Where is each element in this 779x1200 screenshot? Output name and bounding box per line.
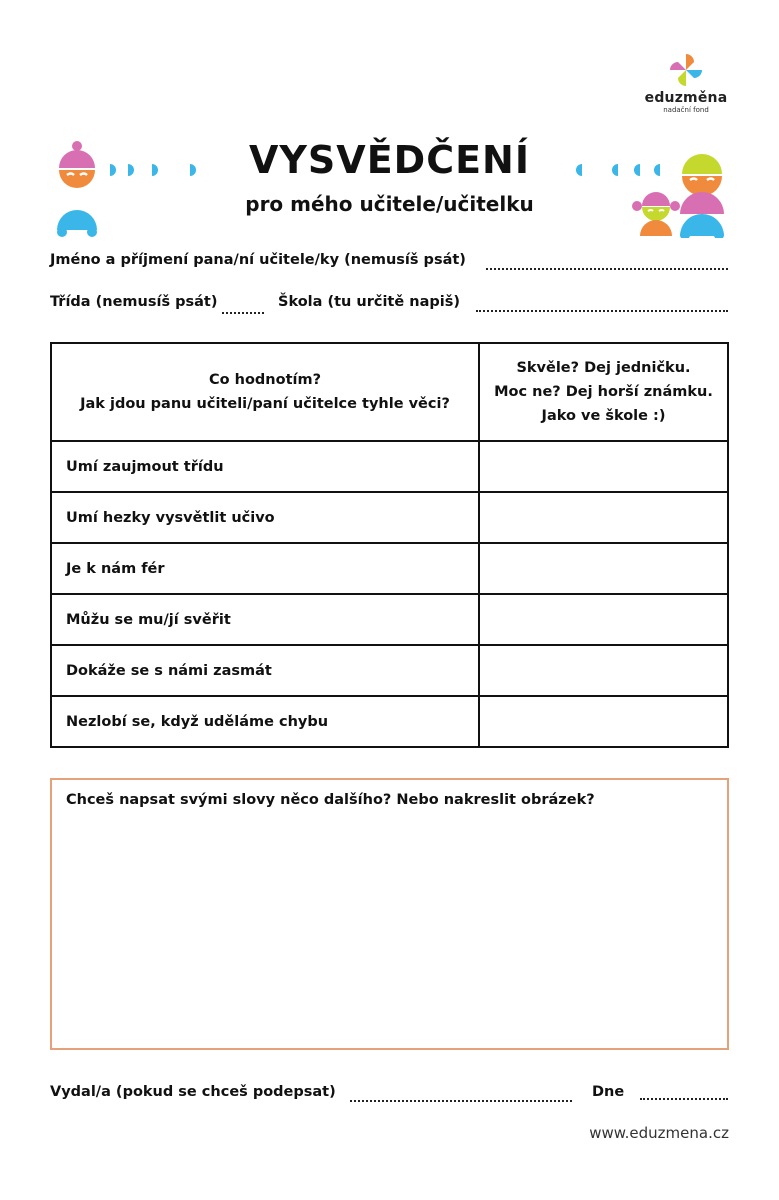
grade-cell[interactable] bbox=[479, 645, 728, 696]
criteria-header bbox=[51, 343, 479, 441]
logo-name: eduzměna bbox=[644, 90, 728, 106]
date-field[interactable] bbox=[640, 1098, 728, 1100]
teacher-name-label: Jméno a příjmení pana/ní učitele/ky (nemusíš psát) bbox=[50, 252, 466, 268]
table-row bbox=[51, 594, 728, 645]
signature-label: Vydal/a (pokud se chceš podepsat) bbox=[50, 1084, 336, 1100]
grade-cell[interactable] bbox=[479, 696, 728, 747]
grade-header-line: Skvěle? Dej jedničku. bbox=[516, 360, 691, 376]
grades-table bbox=[50, 342, 729, 748]
footer-url: www.eduzmena.cz bbox=[589, 1124, 729, 1142]
date-label: Dne bbox=[592, 1084, 625, 1100]
criterion-cell: Je k nám fér bbox=[51, 543, 479, 594]
school-label: Škola (tu určitě napiš) bbox=[278, 294, 460, 310]
class-field[interactable] bbox=[222, 312, 264, 314]
teacher-name-field[interactable] bbox=[486, 268, 728, 270]
criterion-cell: Dokáže se s námi zasmát bbox=[51, 645, 479, 696]
grade-cell[interactable] bbox=[479, 543, 728, 594]
criterion-cell: Umí hezky vysvětlit učivo bbox=[51, 492, 479, 543]
pinwheel-icon bbox=[668, 52, 704, 88]
criterion-cell: Nezlobí se, když uděláme chybu bbox=[51, 696, 479, 747]
page-title: VYSVĚDČENÍ bbox=[249, 138, 530, 182]
criterion-cell: Můžu se mu/jí svěřit bbox=[51, 594, 479, 645]
free-text-prompt: Chceš napsat svými slovy něco dalšího? Nebo nakreslit obrázek? bbox=[66, 792, 595, 808]
grade-cell[interactable] bbox=[479, 492, 728, 543]
table-row bbox=[51, 543, 728, 594]
table-row bbox=[51, 696, 728, 747]
grade-header bbox=[479, 343, 728, 441]
page-subtitle: pro mého učitele/učitelku bbox=[245, 192, 534, 216]
school-field[interactable] bbox=[476, 310, 728, 312]
table-row bbox=[51, 441, 728, 492]
grade-cell[interactable] bbox=[479, 594, 728, 645]
logo-subtitle: nadační fond bbox=[663, 106, 709, 114]
grade-header-line: Jako ve škole :) bbox=[541, 408, 666, 424]
free-text-area[interactable] bbox=[50, 778, 729, 1050]
table-header-row bbox=[51, 343, 728, 441]
criterion-cell: Umí zaujmout třídu bbox=[51, 441, 479, 492]
class-label: Třída (nemusíš psát) bbox=[50, 294, 218, 310]
eduzmena-logo bbox=[636, 52, 736, 114]
criteria-header-line: Co hodnotím? bbox=[208, 372, 322, 388]
criteria-header-line: Jak jdou panu učiteli/paní učitelce tyhle věci? bbox=[80, 396, 450, 412]
table-row bbox=[51, 492, 728, 543]
grade-header-line: Moc ne? Dej horší známku. bbox=[494, 384, 713, 400]
signature-field[interactable] bbox=[350, 1100, 572, 1102]
table-row bbox=[51, 645, 728, 696]
grade-cell[interactable] bbox=[479, 441, 728, 492]
